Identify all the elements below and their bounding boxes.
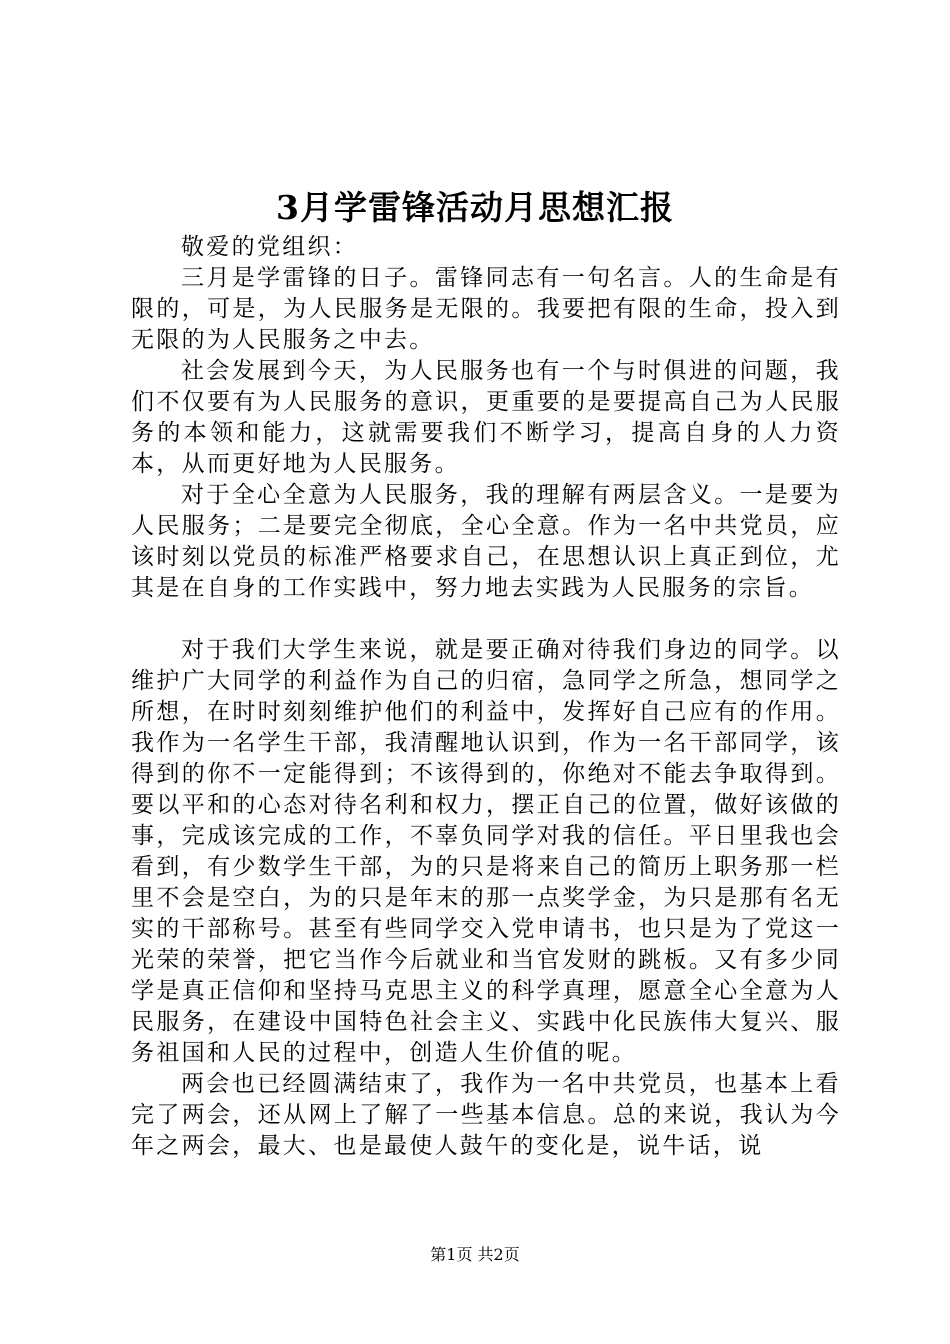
salutation: 敬爱的党组织： [181, 234, 359, 260]
paragraph-4: 对于我们大学生来说，就是要正确对待我们身边的同学。以维护广大同学的利益作为自己的归宿，急同学之所急，想同学之所想，在时时刻刻维护他们的利益中，发挥好自己应有的作用。我作为一名学生干部，我清醒地认识到，作为一名干部同学，该得到的你不一定能得到；不该得到的，你绝对不能去争取得到。要以平和的心态对待名利和权力，摆正自己的位置，做好该做的事，完成该完成的工作，不辜负同学对我的信任。平日里我也会看到，有少数学生干部，为的只是将来自己的简历上职务那一栏里不会是空白，为的只是年末的那一点奖学金，为只是那有名无实的干部称号。甚至有些同学交入党申请书，也只是为了党这一光荣的荣誉，把它当作今后就业和当官发财的跳板。又有多少同学是真正信仰和坚持马克思主义的科学真理，愿意全心全意为人民服务，在建设中国特色社会主义、实践中化民族伟大复兴、服务祖国和人民的过程中，创造人生价值的呢。 [131, 637, 841, 1066]
document-title: 3月学雷锋活动月思想汇报 [276, 188, 674, 227]
paragraph-2: 社会发展到今天，为人民服务也有一个与时俱进的问题，我们不仅要有为人民服务的意识，更重要的是要提高自己为人民服务的本领和能力，这就需要我们不断学习，提高自身的人力资本，从而更好地为人民服务。 [131, 358, 841, 477]
paragraph-3: 对于全心全意为人民服务，我的理解有两层含义。一是要为人民服务；二是要完全彻底，全心全意。作为一名中共党员，应该时刻以党员的标准严格要求自己，在思想认识上真正到位，尤其是在自身的工作实践中，努力地去实践为人民服务的宗旨。 [131, 482, 841, 601]
paragraph-1: 三月是学雷锋的日子。雷锋同志有一句名言。人的生命是有限的，可是，为人民服务是无限的。我要把有限的生命，投入到无限的为人民服务之中去。 [131, 265, 841, 353]
document-body [131, 232, 841, 1162]
page-footer: 第1页 共2页 [430, 1245, 520, 1264]
paragraph-5: 两会也已经圆满结束了，我作为一名中共党员，也基本上看完了两会，还从网上了解了一些基本信息。总的来说，我认为今年之两会，最大、也是最使人鼓午的变化是，说牛话，说 [131, 1071, 841, 1159]
